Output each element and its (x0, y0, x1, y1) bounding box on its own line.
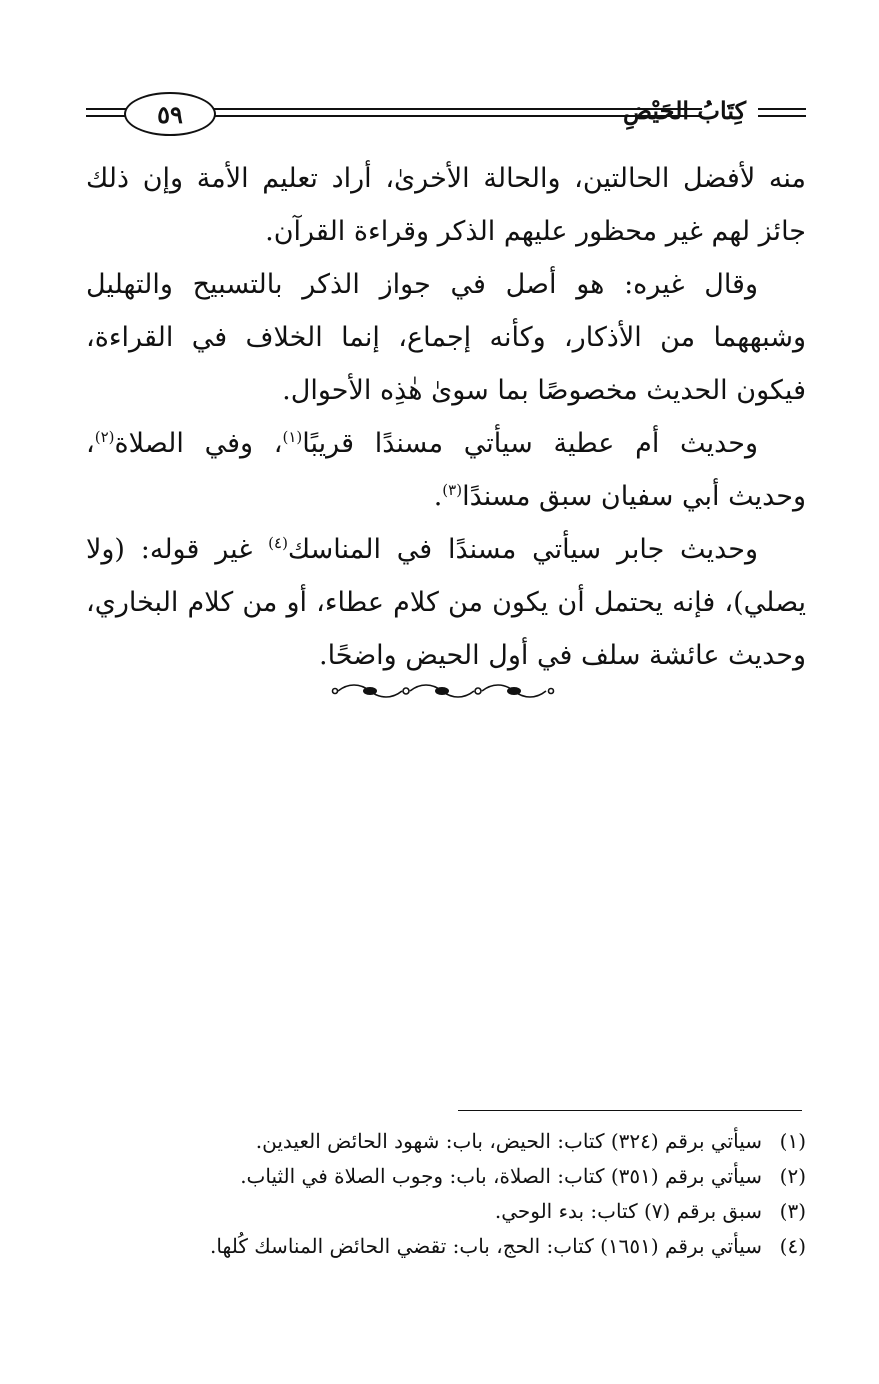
paragraph-text: ، وفي الصلاة (114, 428, 283, 459)
page-number-badge (124, 92, 216, 136)
main-text (86, 152, 806, 682)
floral-divider-icon (330, 680, 560, 702)
footnote-ref-4[interactable]: (٤) (268, 534, 288, 552)
footnote-number: (٤) (779, 1234, 806, 1258)
footnote-ref-2[interactable]: (٢) (94, 428, 115, 446)
paragraph-text: غير قوله: (ولا يصلي)، فإنه يحتمل أن يكون من كلام عطاء، أو من كلام البخاري، وحديث عائشة سلف في أول الحيض واضحًا. (86, 534, 806, 671)
running-title: كِتَابُ الحَيْضِ (622, 96, 746, 125)
paragraph-text: وقال غيره: هو أصل في جواز الذكر بالتسبيح والتهليل وشبههما من الأذكار، وكأنه إجماع، إنما الخلاف في القراءة، فيكون الحديث مخصوصًا بما سوىٰ هٰذِه الأحوال. (86, 269, 806, 406)
footnote-number: (٣) (779, 1199, 806, 1223)
page-header (86, 88, 806, 148)
footnote-separator (458, 1110, 802, 1111)
header-rule-right-bottom (758, 115, 806, 117)
footnote-text: سيأتي برقم (٣٥١) كتاب: الصلاة، باب: وجوب الصلاة في الثياب. (240, 1164, 762, 1188)
footnote-4 (86, 1229, 806, 1264)
page-number: ٥٩ (157, 99, 183, 129)
footnotes (86, 1124, 806, 1264)
header-rule-left-top (86, 108, 126, 110)
paragraph-3 (86, 417, 806, 523)
header-rule-right-top (758, 108, 806, 110)
paragraph-1 (86, 152, 806, 258)
footnote-3 (86, 1194, 806, 1229)
footnote-ref-3[interactable]: (٣) (442, 481, 463, 499)
footnote-1 (86, 1124, 806, 1159)
paragraph-text: . (433, 481, 443, 512)
footnote-number: (١) (779, 1129, 806, 1153)
header-rule-left-bottom (86, 115, 126, 117)
footnote-text: سيأتي برقم (٣٢٤) كتاب: الحيض، باب: شهود الحائض العيدين. (255, 1129, 762, 1153)
footnote-text: سبق برقم (٧) كتاب: بدء الوحي. (494, 1199, 762, 1223)
footnote-number: (٢) (779, 1164, 806, 1188)
paragraph-4 (86, 523, 806, 682)
footnote-ref-1[interactable]: (١) (282, 428, 303, 446)
paragraph-text: ، وحديث أبي سفيان سبق مسندًا (86, 428, 806, 512)
paragraph-text: وحديث جابر سيأتي مسندًا في المناسك (287, 534, 758, 565)
paragraph-text: منه لأفضل الحالتين، والحالة الأخرىٰ، أراد تعليم الأمة وإن ذلك جائز لهم غير محظور عليهم الذكر وقراءة القرآن. (86, 163, 806, 247)
paragraph-2 (86, 258, 806, 417)
paragraph-text: وحديث أم عطية سيأتي مسندًا قريبًا (302, 428, 758, 459)
footnote-2 (86, 1159, 806, 1194)
footnote-text: سيأتي برقم (١٦٥١) كتاب: الحج، باب: تقضي الحائض المناسك كُلها. (210, 1234, 762, 1258)
